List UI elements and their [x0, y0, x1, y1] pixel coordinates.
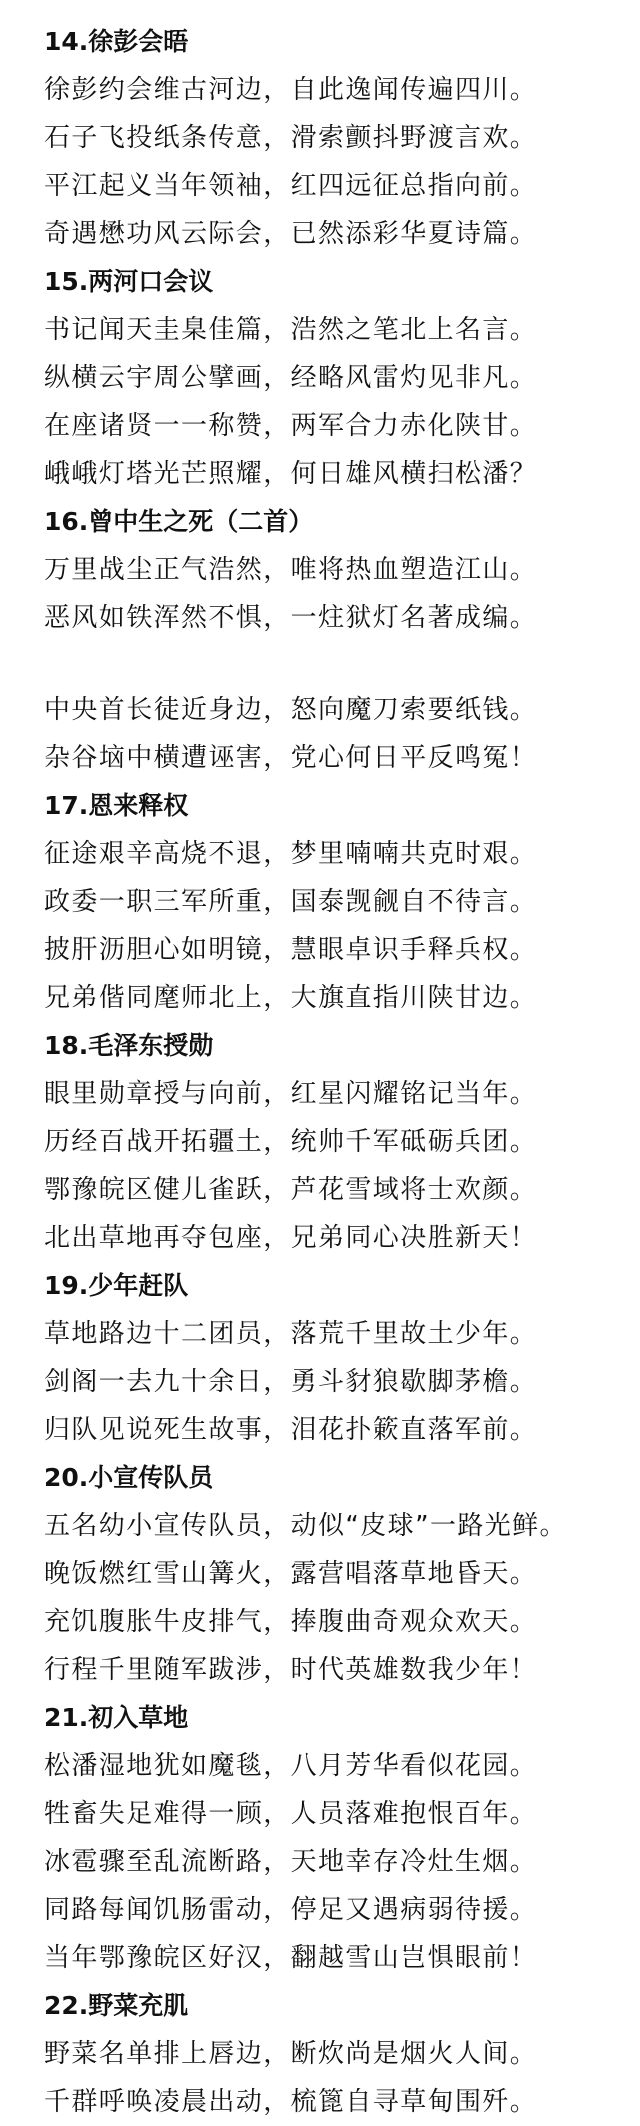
poem-line: 峨峨灯塔光芒照耀，何日雄风横扫松潘？: [44, 459, 538, 489]
poem-title: 15.两河口会议: [44, 267, 214, 296]
poem-22: [44, 1982, 616, 2126]
poem-15: [44, 258, 616, 498]
poem-line: 千群呼唤凌晨出动，梳篦自寻草甸围歼。: [44, 2087, 538, 2117]
poem-line: 充饥腹胀牛皮排气，捧腹曲奇观众欢天。: [44, 1607, 538, 1637]
poem-line: 历经百战开拓疆土，统帅千军砥砺兵团。: [44, 1127, 538, 1157]
poem-title: 16.曾中生之死（二首）: [44, 507, 314, 536]
poem-14: [44, 18, 616, 258]
poem-line: 政委一职三军所重，国泰觊觎自不待言。: [44, 887, 538, 917]
poem-line: 石子飞投纸条传意，滑索颤抖野渡言欢。: [44, 123, 538, 153]
poem-line: 眼里勋章授与向前，红星闪耀铭记当年。: [44, 1079, 538, 1109]
poem-line: 恶风如铁浑然不惧，一炷狱灯名著成编。: [44, 603, 538, 633]
poem-line: 万里战尘正气浩然，唯将热血塑造江山。: [44, 555, 538, 585]
poem-line: 鄂豫皖区健儿雀跃，芦花雪域将士欢颜。: [44, 1175, 538, 1205]
poem-line: 归队见说死生故事，泪花扑簌直落军前。: [44, 1415, 538, 1445]
poem-line: 行程千里随军跋涉，时代英雄数我少年！: [44, 1655, 538, 1685]
poem-line: 书记闻天圭臬佳篇，浩然之笔北上名言。: [44, 315, 538, 345]
poem-line: 纵横云宇周公擘画，经略风雷灼见非凡。: [44, 363, 538, 393]
poem-line: 当年鄂豫皖区好汉，翻越雪山岂惧眼前！: [44, 1943, 538, 1973]
poem-17: [44, 782, 616, 1022]
poem-title: 21.初入草地: [44, 1703, 189, 1732]
poem-18: [44, 1022, 616, 1262]
stanza-gap: [44, 642, 616, 686]
poem-title: 18.毛泽东授勋: [44, 1031, 214, 1060]
poem-title: 14.徐彭会晤: [44, 27, 189, 56]
poem-line: 剑阁一去九十余日，勇斗豺狼歇脚茅檐。: [44, 1367, 538, 1397]
poem-line: 奇遇懋功风云际会，已然添彩华夏诗篇。: [44, 219, 538, 249]
poem-line: 北出草地再夺包座，兄弟同心决胜新天！: [44, 1223, 538, 1253]
poem-title: 19.少年赶队: [44, 1271, 189, 1300]
poem-20: [44, 1454, 616, 1694]
poem-line: 同路每闻饥肠雷动，停足又遇病弱待援。: [44, 1895, 538, 1925]
poem-line: 披肝沥胆心如明镜，慧眼卓识手释兵权。: [44, 935, 538, 965]
poem-line: 杂谷垴中横遭诬害，党心何日平反鸣冤！: [44, 743, 538, 773]
poem-title: 20.小宣传队员: [44, 1463, 214, 1492]
poem-line: 冰雹骤至乱流断路，天地幸存冷灶生烟。: [44, 1847, 538, 1877]
poem-line: 松潘湿地犹如魔毯，八月芳华看似花园。: [44, 1751, 538, 1781]
poem-line: 晚饭燃红雪山篝火，露营唱落草地昏天。: [44, 1559, 538, 1589]
poem-line: 征途艰辛高烧不退，梦里喃喃共克时艰。: [44, 839, 538, 869]
poem-line: 平江起义当年领袖，红四远征总指向前。: [44, 171, 538, 201]
poem-line: 五名幼小宣传队员，动似“皮球”一路光鲜。: [44, 1511, 567, 1541]
poem-line: 在座诸贤一一称赞，两军合力赤化陕甘。: [44, 411, 538, 441]
poem-line: 野菜名单排上唇边，断炊尚是烟火人间。: [44, 2039, 538, 2069]
poem-line: 牲畜失足难得一顾，人员落难抱恨百年。: [44, 1799, 538, 1829]
poem-19: [44, 1262, 616, 1454]
poem-line: 草地路边十二团员，落荒千里故土少年。: [44, 1319, 538, 1349]
poem-line: 中央首长徒近身边，怒向魔刀索要纸钱。: [44, 695, 538, 725]
poem-title: 17.恩来释权: [44, 791, 189, 820]
poem-16: [44, 498, 616, 782]
poem-line: 徐彭约会维古河边，自此逸闻传遍四川。: [44, 75, 538, 105]
poem-21: [44, 1694, 616, 1982]
poem-line: 兄弟偕同麾师北上，大旗直指川陕甘边。: [44, 983, 538, 1013]
poem-title: 22.野菜充肌: [44, 1991, 189, 2020]
